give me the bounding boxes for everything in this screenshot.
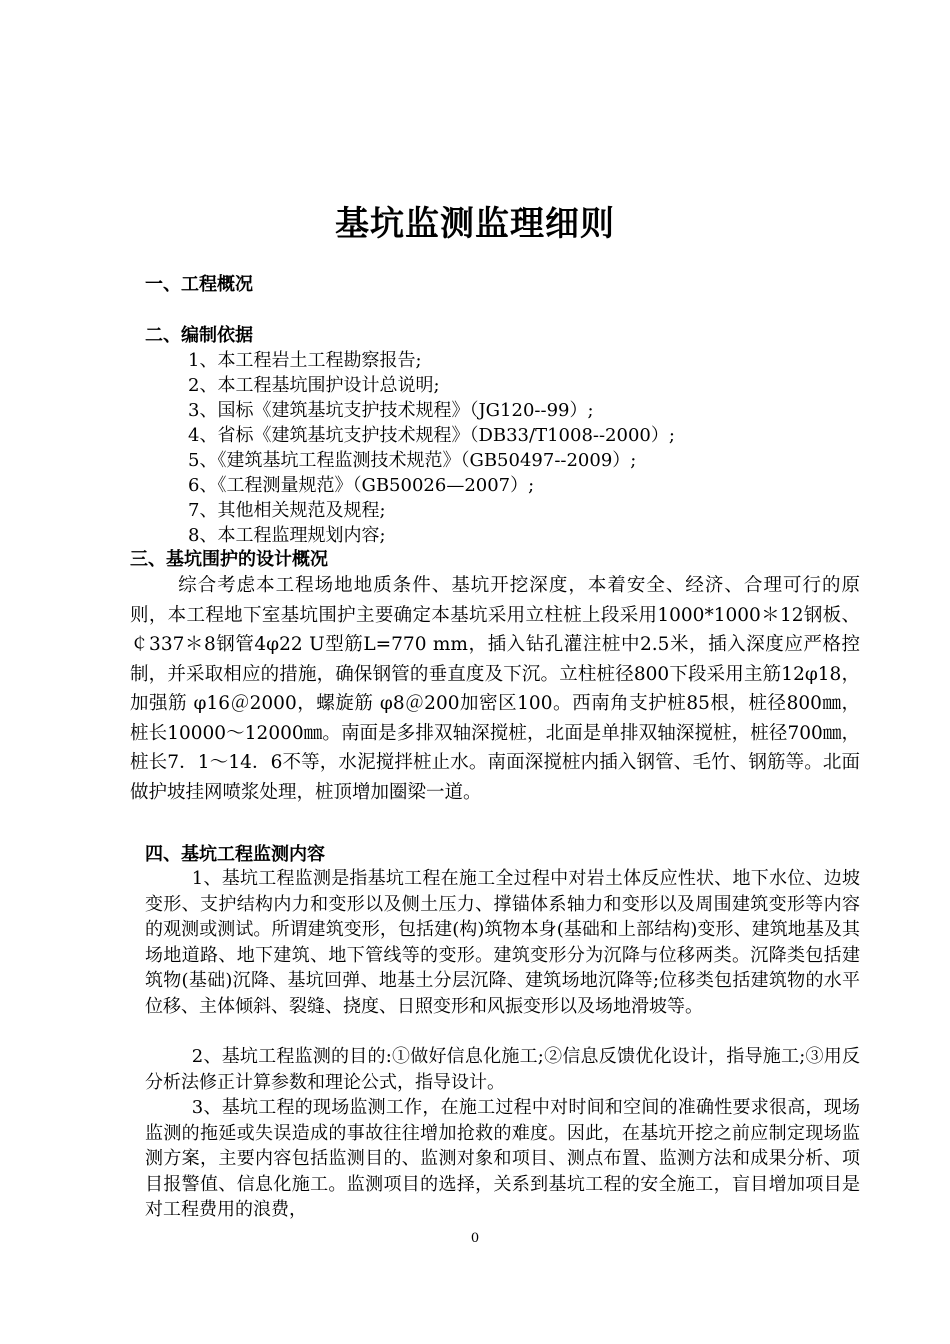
design-overview-paragraph: 综合考虑本工程场地地质条件、基坑开挖深度，本着安全、经济、合理可行的原则，本工程地下室基坑围护主要确定本基坑采用立柱桩上段采用1000*1000＊12钢板、￠337＊8钢管4φ22 U型筋L=770 mm，插入钻孔灌注桩中2.5米，插入深度应严格控制，并采取相应的措施，确保钢管的垂直度及下沉。立柱桩径800下段采用主筋12φ18，加强筋 φ16＠2000，螺旋筋 φ8＠200加密区100。西南角支护桩85根，桩径800㎜，桩长10000～12000㎜。南面是多排双轴深搅桩，北面是单排双轴深搅桩，桩径700㎜，桩长7．1～14．6不等，水泥搅拌桩止水。南面深搅桩内插入钢管、毛竹、钢筋等。北面做护坡挂网喷浆处理，桩顶增加圈梁一道。 — [130, 575, 860, 803]
basis-list-item: 5、《建筑基坑工程监测技术规范》（GB50497--2009）; — [188, 450, 637, 471]
basis-list-item: 8、本工程监理规划内容; — [188, 525, 386, 546]
section-heading-design: 三、基坑围护的设计概况 — [130, 549, 328, 570]
basis-list-item: 7、其他相关规范及规程; — [188, 500, 386, 521]
basis-list-item: 4、省标《建筑基坑支护技术规程》（DB33/T1008--2000）; — [188, 425, 675, 446]
document-title: 基坑监测监理细则 — [335, 204, 615, 244]
section-heading-monitoring: 四、基坑工程监测内容 — [145, 844, 325, 865]
section-heading-overview: 一、工程概况 — [145, 274, 253, 295]
basis-list-item: 6、《工程测量规范》（GB50026—2007）; — [188, 475, 535, 496]
basis-list-item: 2、本工程基坑围护设计总说明; — [188, 375, 440, 396]
monitoring-paragraph-2: 2、基坑工程监测的目的:①做好信息化施工;②信息反馈优化设计，指导施工;③用反分析法修正计算参数和理论公式，指导设计。 — [145, 1046, 860, 1093]
monitoring-paragraph-3: 3、基坑工程的现场监测工作，在施工过程中对时间和空间的准确性要求很高，现场监测的拖延或失误造成的事故往往增加抢救的难度。因此，在基坑开挖之前应制定现场监测方案，主要内容包括监测目的、监测对象和项目、测点布置、监测方法和成果分析、项目报警值、信息化施工。监测项目的选择，关系到基坑工程的安全施工，盲目增加项目是对工程费用的浪费， — [145, 1097, 860, 1220]
basis-list-item: 1、本工程岩土工程勘察报告; — [188, 350, 422, 371]
page-number: 0 — [470, 1231, 480, 1246]
monitoring-paragraph-1: 1、基坑工程监测是指基坑工程在施工全过程中对岩土体反应性状、地下水位、边坡变形、支护结构内力和变形以及侧土压力、撑锚体系轴力和变形以及周围建筑变形等内容的观测或测试。所谓建筑变形，包括建(构)筑物本身(基础和上部结构)变形、建筑地基及其场地道路、地下建筑、地下管线等的变形。建筑变形分为沉降与位移两类。沉降类包括建筑物(基础)沉降、基坑回弹、地基土分层沉降、建筑场地沉降等;位移类包括建筑物的水平位移、主体倾斜、裂缝、挠度、日照变形和风振变形以及场地滑坡等。 — [145, 868, 860, 1017]
section-heading-basis: 二、编制依据 — [145, 325, 253, 346]
basis-list-item: 3、国标《建筑基坑支护技术规程》（JG120--99）; — [188, 400, 594, 421]
